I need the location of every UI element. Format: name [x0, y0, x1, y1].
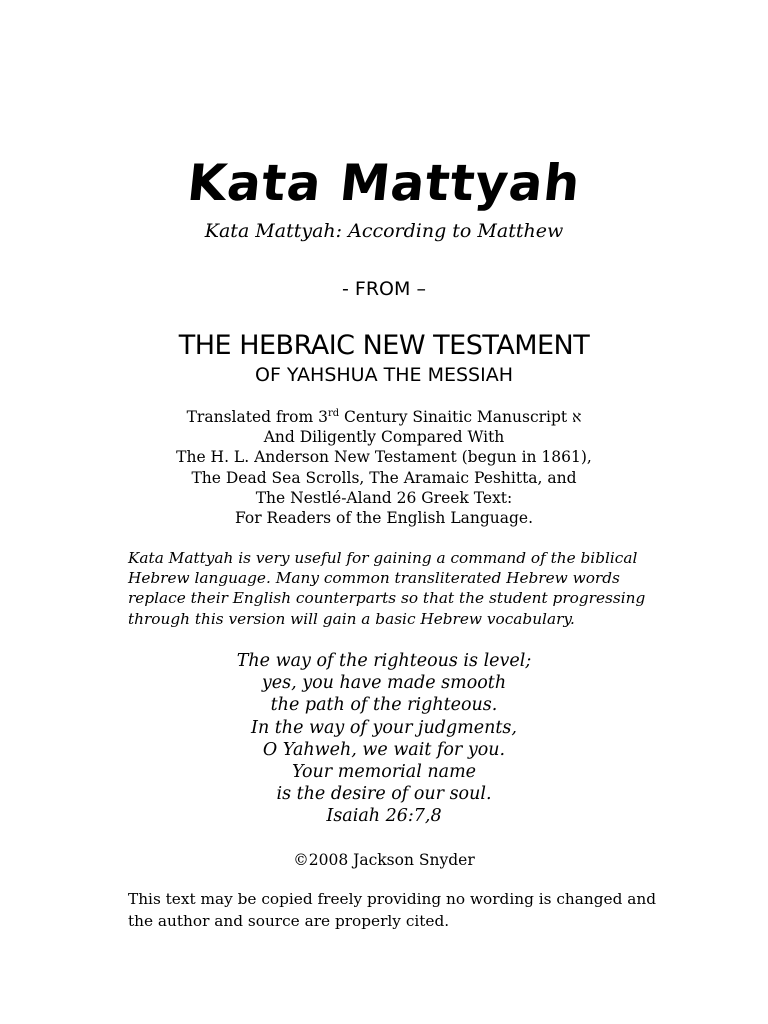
- usefulness-paragraph: [128, 548, 668, 629]
- notice-line: This text may be copied freely providing no wording is changed and: [128, 890, 657, 908]
- translation-line-1: [0, 407, 768, 427]
- translation-block: [0, 407, 768, 528]
- usefulness-line: Hebrew language. Many common transliterated Hebrew words: [128, 569, 620, 588]
- scripture-verse: [0, 650, 768, 828]
- translation-line: And Diligently Compared With: [263, 428, 505, 447]
- translation-line: For Readers of the English Language.: [234, 509, 534, 528]
- usefulness-line: Kata Mattyah is very useful for gaining a command of the biblical: [128, 549, 638, 567]
- verse-line: Your memorial name: [291, 762, 477, 783]
- verse-line: In the way of your judgments,: [251, 717, 517, 738]
- verse-line: The way of the righteous is level;: [236, 651, 532, 671]
- usefulness-line: through this version will gain a basic Hebrew vocabulary.: [128, 609, 575, 628]
- copy-notice: [128, 889, 668, 932]
- translation-line-1-sup: rd: [327, 407, 340, 419]
- document-subtitle: Kata Mattyah: According to Matthew: [204, 220, 564, 242]
- translation-line-1-prefix: Translated from 3: [186, 408, 328, 426]
- verse-reference: Isaiah 26:7,8: [326, 806, 442, 827]
- verse-line: the path of the righteous.: [270, 695, 498, 716]
- usefulness-line: replace their English counterparts so that the student progressing: [128, 589, 646, 608]
- copyright-line: ©2008 Jackson Snyder: [293, 851, 475, 869]
- verse-line: O Yahweh, we wait for you.: [262, 739, 506, 760]
- main-title: THE HEBRAIC NEW TESTAMENT: [178, 330, 590, 361]
- notice-line: the author and source are properly cited.: [128, 911, 450, 930]
- translation-line: The Nestlé-Aland 26 Greek Text:: [255, 488, 513, 507]
- translation-line-1-suffix: Century Sinaitic Manuscript א: [339, 408, 582, 426]
- document-title: Kata Mattyah: [184, 154, 584, 212]
- translation-line: The H. L. Anderson New Testament (begun in 1861),: [176, 448, 592, 467]
- verse-line: is the desire of our soul.: [276, 784, 492, 805]
- translation-line: The Dead Sea Scrolls, The Aramaic Peshitta, and: [191, 468, 577, 487]
- from-label: - FROM –: [342, 278, 426, 300]
- main-subtitle: OF YAHSHUA THE MESSIAH: [255, 364, 513, 386]
- verse-line: yes, you have made smooth: [261, 673, 507, 694]
